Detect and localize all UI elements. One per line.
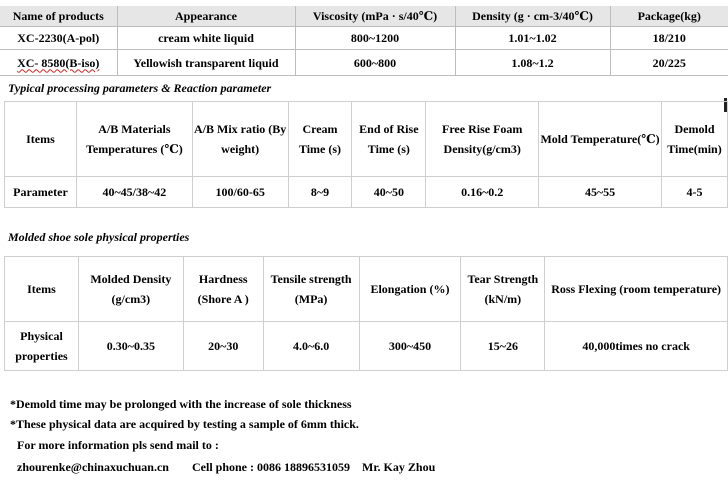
header-package-text: Package(kg) [637,9,701,23]
header-tear-strength: Tear Strength (kN/m) [461,257,545,322]
physical-header-row [5,257,728,322]
cell-package: 18/210 [610,27,728,50]
header-molded-density: Molded Density (g/cm3) [78,257,183,322]
cell-appearance: Yellowish transparent liquid [117,50,295,76]
cell-density: 1.01~1.02 [455,27,610,50]
cell-ab-temperatures: 40~45/38~42 [76,177,192,208]
header-hardness: Hardness (Shore A ) [183,257,263,322]
cell-elongation: 300~450 [359,322,461,371]
products-table [0,6,728,76]
header-tensile-strength: Tensile strength (MPa) [263,257,359,322]
contact-name [362,460,435,474]
header-ross-flexing: Ross Flexing (room temperature) [545,257,728,322]
physical-section-title: Molded shoe sole physical properties [8,230,190,244]
header-items: Items [5,102,77,177]
header-demold-time: Demold Time(min) [662,102,728,177]
cell-demold-time: 4-5 [662,177,728,208]
table-row [0,27,728,50]
header-items: Items [5,257,79,322]
contact-name-text: Mr. Kay Zhou [362,460,436,474]
cell-product-name [0,50,117,76]
header-end-of-rise: End of Rise Time (s) [352,102,426,177]
processing-header-row [5,102,728,177]
cell-cream-time: 8~9 [288,177,352,208]
header-appearance [117,6,295,27]
table-row [0,50,728,76]
header-elongation: Elongation (%) [359,257,461,322]
processing-table [4,101,728,208]
header-density [455,6,610,27]
table-row [5,322,728,371]
cell-physical-label: Physical properties [5,322,79,371]
cell-density: 1.08~1.2 [455,50,610,76]
note-sample-thickness: *These physical data are acquired by testing a sample of 6mm thick. [10,417,359,431]
cell-ross-flexing: 40,000times no crack [545,322,728,371]
cell-viscosity: 600~800 [295,50,455,76]
header-ab-temperatures: A/B Materials Temperatures (℃) [76,102,192,177]
header-appearance-text: Appearance [175,9,237,23]
contact-phone: Cell phone : 0086 18896531059 [192,460,351,474]
contact-email-link[interactable]: zhourenke@chinaxuchuan.cn [17,460,169,474]
header-density-text: Density (g · cm-3/40℃) [472,9,593,23]
cell-mold-temperature: 45~55 [539,177,662,208]
products-header-row [0,6,728,27]
header-foam-density: Free Rise Foam Density(g/cm3) [426,102,539,177]
header-cream-time: Cream Time (s) [288,102,352,177]
header-mix-ratio: A/B Mix ratio (By weight) [192,102,288,177]
cell-hardness: 20~30 [183,322,263,371]
header-package [610,6,728,27]
cell-mix-ratio: 100/60-65 [192,177,288,208]
cell-appearance: cream white liquid [117,27,295,50]
processing-section-title: Typical processing parameters & Reaction parameter [8,81,272,95]
cell-foam-density: 0.16~0.2 [426,177,539,208]
header-name [0,6,117,27]
note-demold-time: *Demold time may be prolonged with the increase of sole thickness [10,397,352,411]
cell-parameter-label: Parameter [5,177,77,208]
cell-molded-density: 0.30~0.35 [78,322,183,371]
cell-tensile-strength: 4.0~6.0 [263,322,359,371]
physical-table [4,256,728,371]
table-row [5,177,728,208]
header-viscosity [295,6,455,27]
cell-product-name: XC-2230(A-pol) [0,27,117,50]
header-name-text: Name of products [12,9,104,23]
cell-package: 20/225 [610,50,728,76]
cell-end-of-rise: 40~50 [352,177,426,208]
product-name-text: XC- 8580(B-iso) [17,55,100,70]
note-more-info: For more information pls send mail to : [17,438,219,452]
cell-viscosity: 800~1200 [295,27,455,50]
header-mold-temperature: Mold Temperature(℃) [539,102,662,177]
cell-tear-strength: 15~26 [461,322,545,371]
header-viscosity-text: Viscosity (mPa · s/40℃) [312,9,438,23]
